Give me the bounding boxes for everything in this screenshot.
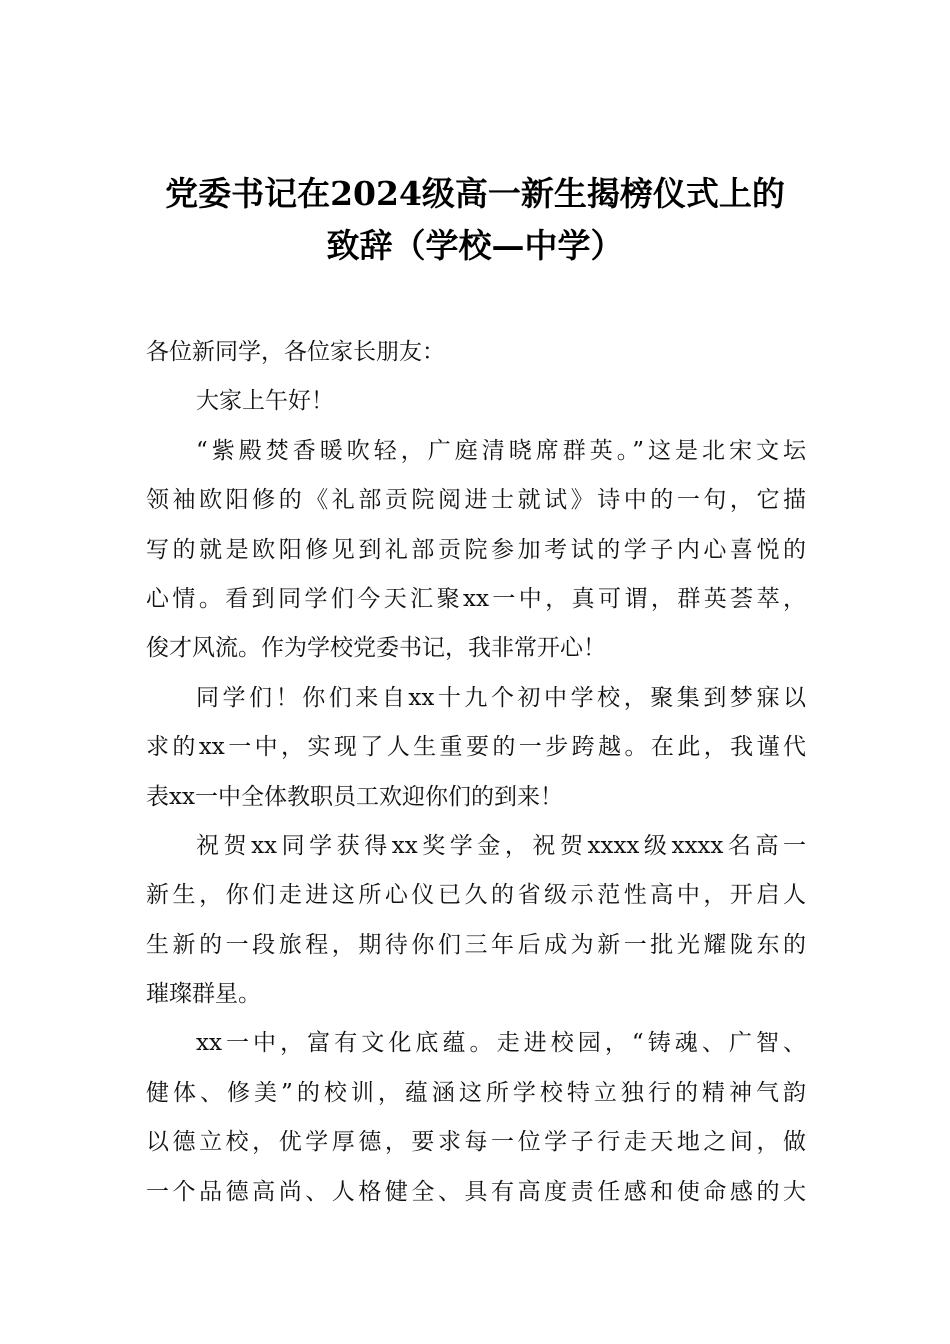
paragraph-line: 生新的一段旅程，期待你们三年后成为新一批光耀陇东的 [146, 931, 806, 958]
paragraph-line: 写的就是欧阳修见到礼部贡院参加考试的学子内心喜悦的 [146, 536, 806, 563]
document-title [120, 168, 830, 272]
title-line-2: 致辞（学校—中学） [326, 226, 624, 265]
paragraph-line: 心情。看到同学们今天汇聚xx一中，真可谓，群英荟萃， [146, 585, 806, 612]
paragraph-line: 求的xx一中，实现了人生重要的一步跨越。在此，我谨代 [146, 734, 806, 761]
paragraph-line: 新生，你们走进这所心仪已久的省级示范性高中，开启人 [146, 882, 806, 909]
paragraph-line: 健体、修美”的校训，蕴涵这所学校特立独行的精神气韵 [146, 1079, 806, 1106]
paragraph-line: “紫殿焚香暖吹轻，广庭清晓席群英。”这是北宋文坛 [196, 437, 806, 464]
paragraph-line: 祝贺xx同学获得xx奖学金，祝贺xxxx级xxxx名高一 [196, 832, 806, 859]
paragraph-line: xx一中，富有文化底蕴。走进校园，“铸魂、广智、 [196, 1030, 806, 1057]
paragraph-line: 璀璨群星。 [146, 981, 261, 1008]
paragraph-line: 表xx一中全体教职员工欢迎你们的到来！ [146, 783, 563, 810]
document-body [146, 328, 806, 1217]
paragraph-line: 同学们！你们来自xx十九个初中学校，聚集到梦寐以 [196, 684, 806, 711]
paragraph-line: 俊才风流。作为学校党委书记，我非常开心！ [146, 635, 606, 662]
paragraph-line: 一个品德高尚、人格健全、具有高度责任感和使命感的大 [146, 1178, 806, 1205]
salutation-line: 各位新同学，各位家长朋友： [146, 339, 445, 365]
title-line-1: 党委书记在2024级高一新生揭榜仪式上的 [165, 174, 785, 213]
paragraph-line: 以德立校，优学厚德，要求每一位学子行走天地之间，做 [146, 1129, 806, 1156]
paragraph-line: 领袖欧阳修的《礼部贡院阅进士就试》诗中的一句，它描 [146, 487, 806, 514]
greeting-line: 大家上午好！ [196, 388, 334, 415]
